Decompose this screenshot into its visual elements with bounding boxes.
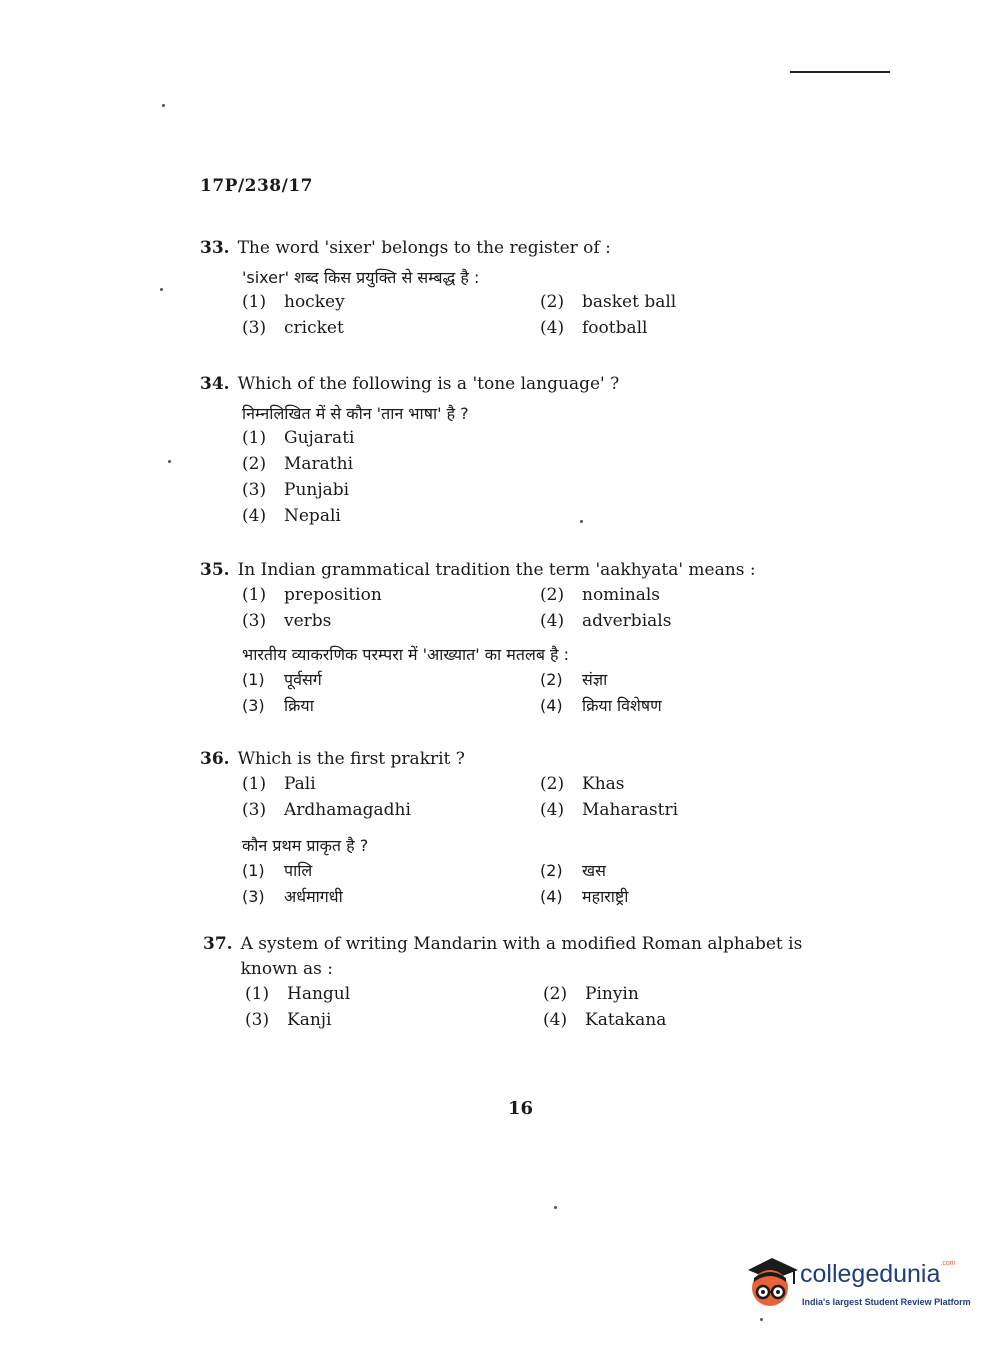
- option-number: (2): [540, 670, 563, 689]
- question-text-hindi: 'sixer' शब्द किस प्रयुक्ति से सम्बद्ध है :: [242, 268, 480, 287]
- option-1[interactable]: [242, 290, 540, 315]
- option-text: संज्ञा: [582, 670, 608, 689]
- option-text: अर्धमागधी: [284, 887, 343, 906]
- option-text: Katakana: [585, 1010, 667, 1030]
- option-text: Pinyin: [585, 984, 639, 1004]
- option-hindi-1[interactable]: [242, 858, 540, 883]
- question-37: [203, 932, 843, 1033]
- option-text: adverbials: [582, 611, 672, 631]
- option-number: (2): [540, 292, 565, 312]
- option-hindi-4[interactable]: [540, 884, 840, 909]
- collegedunia-logo: [742, 1250, 972, 1320]
- option-3[interactable]: [242, 478, 642, 503]
- option-number: (1): [242, 861, 265, 880]
- question-number: 35.: [200, 560, 230, 580]
- option-number: (3): [242, 318, 267, 338]
- option-hindi-1[interactable]: [242, 667, 540, 692]
- scan-speck: [160, 288, 163, 291]
- option-2[interactable]: [543, 982, 843, 1007]
- question-number: 36.: [200, 749, 230, 769]
- option-number: (2): [242, 454, 267, 474]
- option-number: (4): [543, 1010, 568, 1030]
- option-text: basket ball: [582, 292, 677, 312]
- option-hindi-3[interactable]: [242, 884, 540, 909]
- question-text: Which of the following is a 'tone language' ?: [237, 374, 620, 394]
- option-text: पूर्वसर्ग: [284, 670, 322, 689]
- brand-tagline: India's largest Student Review Platform: [802, 1297, 971, 1307]
- option-number: (2): [540, 861, 563, 880]
- option-text: cricket: [284, 318, 344, 338]
- option-4[interactable]: [242, 504, 642, 529]
- option-1[interactable]: [245, 982, 543, 1007]
- option-text: Gujarati: [284, 428, 355, 448]
- option-number: (2): [540, 774, 565, 794]
- question-34: [200, 372, 642, 529]
- option-1[interactable]: [242, 772, 540, 797]
- option-text: Maharastri: [582, 800, 679, 820]
- option-number: (3): [242, 696, 265, 715]
- scan-speck: [554, 1206, 557, 1209]
- option-text: hockey: [284, 292, 345, 312]
- option-text: Khas: [582, 774, 625, 794]
- option-2[interactable]: [540, 583, 840, 608]
- option-number: (1): [245, 984, 270, 1004]
- option-number: (4): [242, 506, 267, 526]
- option-4[interactable]: [540, 609, 840, 634]
- question-36: [200, 747, 840, 909]
- option-number: (3): [242, 887, 265, 906]
- option-text: Pali: [284, 774, 316, 794]
- option-2[interactable]: [242, 452, 642, 477]
- scan-speck: [580, 520, 583, 523]
- option-text: verbs: [284, 611, 332, 631]
- paper-code: 17P/238/17: [200, 176, 314, 196]
- option-1[interactable]: [242, 426, 642, 451]
- option-1[interactable]: [242, 583, 540, 608]
- option-3[interactable]: [245, 1008, 543, 1033]
- options-hindi: [242, 667, 840, 718]
- option-2[interactable]: [540, 290, 840, 315]
- question-text: A system of writing Mandarin with a modified Roman alphabet is known as :: [240, 934, 803, 979]
- option-number: (4): [540, 800, 565, 820]
- option-number: (2): [540, 585, 565, 605]
- options: [245, 982, 843, 1033]
- question-number: 37.: [203, 934, 233, 954]
- option-2[interactable]: [540, 772, 840, 797]
- options: [242, 290, 840, 341]
- option-hindi-4[interactable]: [540, 693, 840, 718]
- mascot-icon: [742, 1252, 800, 1316]
- option-text: Marathi: [284, 454, 354, 474]
- page-number: 16: [508, 1098, 534, 1119]
- options-hindi: [242, 858, 840, 909]
- option-number: (1): [242, 428, 267, 448]
- options: [242, 772, 840, 823]
- option-number: (3): [245, 1010, 270, 1030]
- question-text: Which is the first prakrit ?: [237, 749, 465, 769]
- option-number: (4): [540, 887, 563, 906]
- option-4[interactable]: [540, 316, 840, 341]
- option-number: (3): [242, 611, 267, 631]
- option-text: पालि: [284, 861, 313, 880]
- option-text: Punjabi: [284, 480, 350, 500]
- option-text: क्रिया विशेषण: [582, 696, 662, 715]
- option-hindi-2[interactable]: [540, 667, 840, 692]
- question-number: 34.: [200, 374, 230, 394]
- option-3[interactable]: [242, 798, 540, 823]
- option-number: (4): [540, 611, 565, 631]
- question-text-hindi: कौन प्रथम प्राकृत है ?: [242, 836, 369, 855]
- question-33: [200, 236, 840, 341]
- scan-speck: [168, 460, 171, 463]
- scan-speck: [162, 104, 165, 107]
- option-text: Hangul: [287, 984, 351, 1004]
- option-text: क्रिया: [284, 696, 314, 715]
- option-4[interactable]: [540, 798, 840, 823]
- option-text: football: [582, 318, 648, 338]
- header-rule: [790, 71, 890, 73]
- question-text: In Indian grammatical tradition the term 'aakhyata' means :: [237, 560, 756, 580]
- option-text: preposition: [284, 585, 382, 605]
- option-number: (3): [242, 480, 267, 500]
- option-hindi-2[interactable]: [540, 858, 840, 883]
- question-number: 33.: [200, 238, 230, 258]
- option-text: Nepali: [284, 506, 341, 526]
- question-text-hindi: भारतीय व्याकरणिक परम्परा में 'आख्यात' का मतलब है :: [242, 645, 570, 664]
- option-text: nominals: [582, 585, 660, 605]
- option-4[interactable]: [543, 1008, 843, 1033]
- question-text-hindi: निम्नलिखित में से कौन 'तान भाषा' है ?: [242, 404, 469, 423]
- option-text: महाराष्ट्री: [582, 887, 629, 906]
- option-number: (1): [242, 670, 265, 689]
- options: [242, 426, 642, 529]
- option-number: (1): [242, 585, 267, 605]
- option-number: (3): [242, 800, 267, 820]
- option-3[interactable]: [242, 316, 540, 341]
- option-3[interactable]: [242, 609, 540, 634]
- option-hindi-3[interactable]: [242, 693, 540, 718]
- question-35: [200, 558, 840, 718]
- options: [242, 583, 840, 634]
- option-number: (1): [242, 292, 267, 312]
- option-text: Kanji: [287, 1010, 332, 1030]
- option-number: (4): [540, 696, 563, 715]
- option-text: खस: [582, 861, 606, 880]
- option-number: (1): [242, 774, 267, 794]
- option-text: Ardhamagadhi: [284, 800, 411, 820]
- brand-name: collegedunia$^{.com}$: [800, 1260, 956, 1288]
- option-number: (4): [540, 318, 565, 338]
- question-text: The word 'sixer' belongs to the register of :: [237, 238, 611, 258]
- option-number: (2): [543, 984, 568, 1004]
